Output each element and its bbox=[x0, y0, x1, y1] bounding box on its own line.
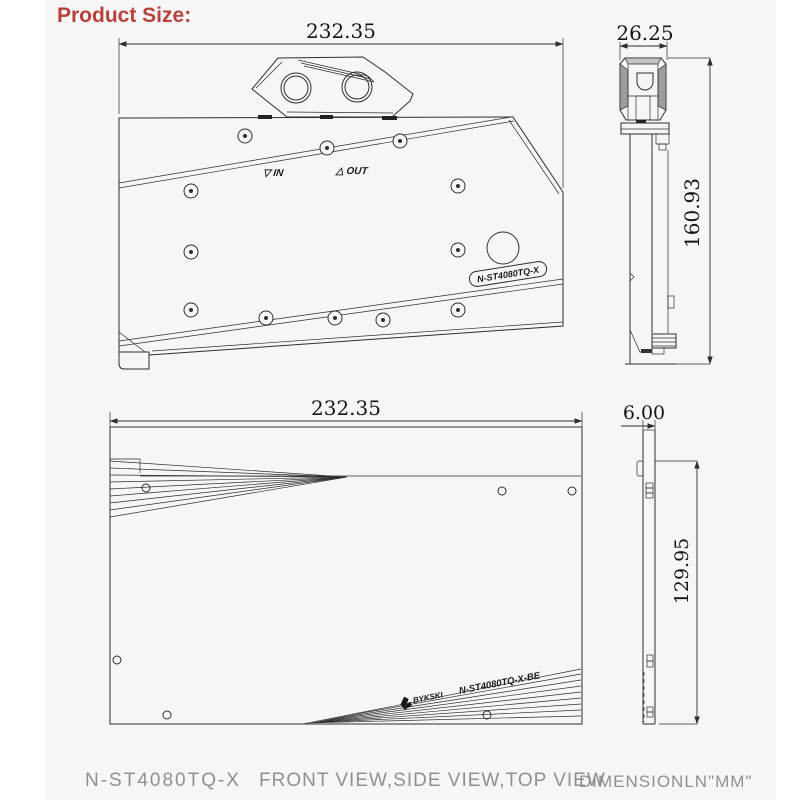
screw-icon bbox=[184, 303, 198, 317]
screw-icon bbox=[259, 311, 273, 325]
back-view bbox=[110, 396, 582, 724]
screw-icon bbox=[393, 134, 407, 148]
side-view bbox=[616, 21, 710, 364]
screw-icon bbox=[184, 184, 198, 198]
screw-icon bbox=[320, 141, 334, 155]
front-width-dimension: 232.35 bbox=[306, 19, 376, 43]
terminal-side bbox=[620, 58, 666, 123]
screw-icon bbox=[451, 303, 465, 317]
back-width-dimension: 232.35 bbox=[311, 396, 381, 420]
side-width-dimension: 26.25 bbox=[616, 21, 674, 45]
backplate-model-label: N-ST4080TQ-X-BE bbox=[458, 670, 541, 697]
caption-units: DIMENSIONLN"MM" bbox=[579, 772, 753, 791]
backplate-side-view bbox=[621, 402, 697, 724]
inlet-label: ▽ IN bbox=[262, 168, 284, 179]
side-body bbox=[621, 123, 676, 364]
backplate-profile bbox=[637, 430, 655, 724]
backplate-hatch-top bbox=[110, 461, 346, 510]
terminal-block bbox=[252, 57, 413, 120]
front-view bbox=[119, 19, 563, 369]
outlet-label: △ OUT bbox=[335, 166, 369, 177]
back-height-dimension: 129.95 bbox=[671, 537, 693, 605]
model-badge-label: N-ST4080TQ-X bbox=[476, 264, 540, 285]
brand-label: BYKSKI bbox=[412, 690, 444, 705]
caption-model: N-ST4080TQ-X bbox=[85, 770, 241, 791]
screw-icon bbox=[328, 311, 342, 325]
screw-icon bbox=[376, 313, 390, 327]
side-height-dimension: 160.93 bbox=[680, 178, 704, 248]
screw-icon bbox=[184, 245, 198, 259]
page-title: Product Size: bbox=[57, 4, 192, 27]
caption-views: FRONT VIEW,SIDE VIEW,TOP VIEW bbox=[259, 770, 606, 791]
screw-icon bbox=[451, 179, 465, 193]
back-thickness-dimension: 6.00 bbox=[622, 402, 666, 424]
screw-icon bbox=[238, 129, 252, 143]
backplate-hatch-bottom bbox=[306, 674, 581, 723]
screw-icon bbox=[451, 243, 465, 257]
